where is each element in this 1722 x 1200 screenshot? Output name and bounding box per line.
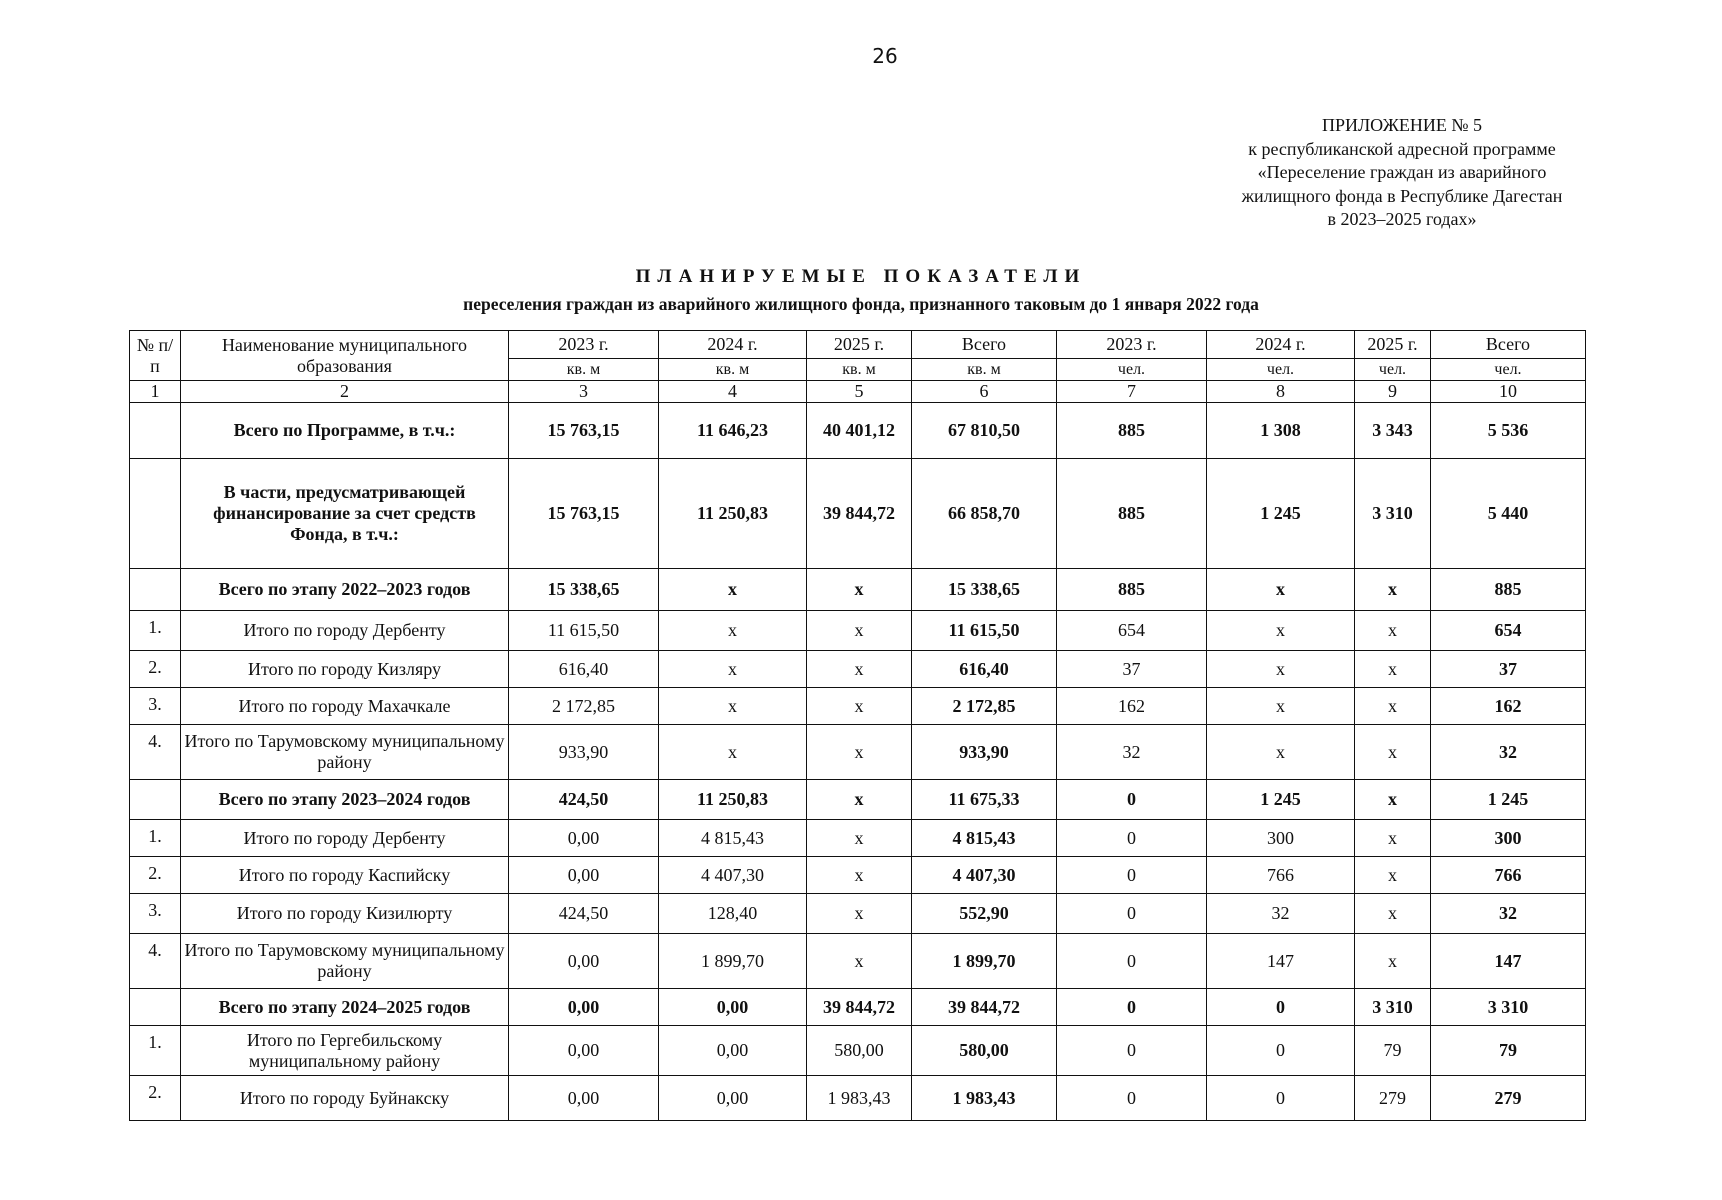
value-cell: 0,00 (509, 820, 659, 857)
header-year: Всего (912, 331, 1057, 359)
column-number: 10 (1431, 381, 1586, 403)
municipality-name: Итого по городу Буйнакску (181, 1076, 509, 1121)
table-row (130, 1026, 1586, 1076)
value-cell: 885 (1057, 569, 1207, 611)
value-cell: 11 646,23 (659, 403, 807, 459)
municipality-name: Итого по городу Махачкале (181, 688, 509, 725)
column-number: 2 (181, 381, 509, 403)
value-cell: 654 (1431, 611, 1586, 651)
header-year: 2023 г. (509, 331, 659, 359)
municipality-name: Всего по этапу 2023–2024 годов (181, 780, 509, 820)
value-cell: 11 615,50 (509, 611, 659, 651)
header-year: 2025 г. (807, 331, 912, 359)
value-cell: 885 (1431, 569, 1586, 611)
table-row (130, 989, 1586, 1026)
row-number: 2. (130, 651, 181, 688)
table-row (130, 934, 1586, 989)
municipality-name: Всего по этапу 2022–2023 годов (181, 569, 509, 611)
appendix-line: жилищного фонда в Республике Дагестан (1241, 185, 1563, 206)
value-cell: x (1207, 569, 1355, 611)
value-cell: 11 615,50 (912, 611, 1057, 651)
value-cell: x (1355, 725, 1431, 780)
header-unit: чел. (1057, 359, 1207, 381)
table-row (130, 569, 1586, 611)
row-number: 2. (130, 857, 181, 894)
value-cell: 3 310 (1355, 459, 1431, 569)
value-cell: 2 172,85 (912, 688, 1057, 725)
header-unit: кв. м (807, 359, 912, 381)
header-num: № п/п (130, 331, 181, 381)
value-cell: x (1355, 688, 1431, 725)
row-number: 1. (130, 820, 181, 857)
value-cell: x (1355, 569, 1431, 611)
table-row (130, 857, 1586, 894)
value-cell: x (1207, 651, 1355, 688)
value-cell: 4 815,43 (659, 820, 807, 857)
value-cell: 279 (1431, 1076, 1586, 1121)
value-cell: 580,00 (912, 1026, 1057, 1076)
value-cell: 11 675,33 (912, 780, 1057, 820)
document-subtitle: переселения граждан из аварийного жилищного фонда, признанного таковым до 1 января 2022 года (463, 294, 1259, 314)
value-cell: 0 (1057, 1026, 1207, 1076)
value-cell: x (1355, 651, 1431, 688)
header-unit: чел. (1355, 359, 1431, 381)
header-row-column-numbers (130, 381, 1586, 403)
value-cell: 5 440 (1431, 459, 1586, 569)
value-cell: 1 308 (1207, 403, 1355, 459)
value-cell: x (807, 780, 912, 820)
value-cell: 885 (1057, 403, 1207, 459)
table-row (130, 688, 1586, 725)
value-cell: 424,50 (509, 780, 659, 820)
row-number (130, 403, 181, 459)
value-cell: 0,00 (509, 1076, 659, 1121)
value-cell: 0 (1207, 989, 1355, 1026)
row-number (130, 989, 181, 1026)
value-cell: 0 (1207, 1026, 1355, 1076)
appendix-line: ПРИЛОЖЕНИЕ № 5 (1321, 115, 1483, 135)
value-cell: x (1355, 820, 1431, 857)
value-cell: x (659, 569, 807, 611)
value-cell: 0 (1057, 857, 1207, 894)
value-cell: 766 (1207, 857, 1355, 894)
value-cell: 5 536 (1431, 403, 1586, 459)
value-cell: x (659, 611, 807, 651)
value-cell: 32 (1431, 894, 1586, 934)
value-cell: 79 (1431, 1026, 1586, 1076)
value-cell: 654 (1057, 611, 1207, 651)
value-cell: 0 (1057, 989, 1207, 1026)
row-number: 4. (130, 934, 181, 989)
header-row-years (130, 331, 1586, 359)
row-number: 2. (130, 1076, 181, 1121)
header-name: Наименование муниципального образования (181, 331, 509, 381)
value-cell: x (807, 820, 912, 857)
value-cell: 39 844,72 (807, 459, 912, 569)
value-cell: 1 899,70 (659, 934, 807, 989)
municipality-name: Итого по городу Дербенту (181, 611, 509, 651)
column-number: 3 (509, 381, 659, 403)
header-unit: кв. м (659, 359, 807, 381)
municipality-name: Итого по городу Дербенту (181, 820, 509, 857)
value-cell: 15 763,15 (509, 459, 659, 569)
column-number: 4 (659, 381, 807, 403)
value-cell: 0 (1057, 894, 1207, 934)
table-row (130, 651, 1586, 688)
row-number (130, 569, 181, 611)
value-cell: x (807, 857, 912, 894)
value-cell: 4 407,30 (659, 857, 807, 894)
value-cell: 0,00 (659, 1026, 807, 1076)
value-cell: 40 401,12 (807, 403, 912, 459)
table-row (130, 894, 1586, 934)
value-cell: x (659, 725, 807, 780)
value-cell: x (807, 611, 912, 651)
value-cell: 1 245 (1207, 780, 1355, 820)
municipality-name: Итого по городу Кизилюрту (181, 894, 509, 934)
value-cell: 0 (1057, 934, 1207, 989)
value-cell: x (807, 688, 912, 725)
row-number: 3. (130, 894, 181, 934)
value-cell: 4 815,43 (912, 820, 1057, 857)
value-cell: 32 (1431, 725, 1586, 780)
column-number: 8 (1207, 381, 1355, 403)
appendix-block (1212, 114, 1592, 232)
appendix-line: к республиканской адресной программе (1248, 138, 1556, 159)
value-cell: 147 (1207, 934, 1355, 989)
value-cell: 67 810,50 (912, 403, 1057, 459)
column-number: 7 (1057, 381, 1207, 403)
table-row (130, 725, 1586, 780)
table-row (130, 403, 1586, 459)
value-cell: 0,00 (509, 989, 659, 1026)
value-cell: 3 310 (1431, 989, 1586, 1026)
value-cell: 1 245 (1431, 780, 1586, 820)
column-number: 5 (807, 381, 912, 403)
value-cell: 616,40 (509, 651, 659, 688)
column-number: 9 (1355, 381, 1431, 403)
value-cell: 3 343 (1355, 403, 1431, 459)
value-cell: 1 245 (1207, 459, 1355, 569)
header-unit: кв. м (509, 359, 659, 381)
value-cell: 32 (1057, 725, 1207, 780)
header-year: 2023 г. (1057, 331, 1207, 359)
row-number (130, 459, 181, 569)
appendix-line: «Переселение граждан из аварийного (1257, 162, 1547, 182)
header-year: 2025 г. (1355, 331, 1431, 359)
value-cell: 39 844,72 (807, 989, 912, 1026)
value-cell: 0,00 (509, 1026, 659, 1076)
value-cell: x (659, 651, 807, 688)
value-cell: 0 (1057, 1076, 1207, 1121)
municipality-name: Всего по Программе, в т.ч.: (181, 403, 509, 459)
value-cell: 616,40 (912, 651, 1057, 688)
value-cell: 2 172,85 (509, 688, 659, 725)
value-cell: 32 (1207, 894, 1355, 934)
header-unit: чел. (1431, 359, 1586, 381)
value-cell: 0 (1207, 1076, 1355, 1121)
value-cell: 580,00 (807, 1026, 912, 1076)
value-cell: x (1355, 611, 1431, 651)
value-cell: x (807, 894, 912, 934)
header-year: 2024 г. (659, 331, 807, 359)
appendix-line: в 2023–2025 годах» (1327, 209, 1477, 229)
value-cell: 147 (1431, 934, 1586, 989)
value-cell: x (807, 651, 912, 688)
municipality-name: Итого по городу Кизляру (181, 651, 509, 688)
municipality-name: В части, предусматривающей финансирование за счет средств Фонда, в т.ч.: (181, 459, 509, 569)
column-number: 1 (130, 381, 181, 403)
value-cell: x (1355, 894, 1431, 934)
value-cell: 552,90 (912, 894, 1057, 934)
table-row (130, 611, 1586, 651)
value-cell: 933,90 (509, 725, 659, 780)
page-number: 26 (872, 44, 898, 68)
value-cell: 11 250,83 (659, 780, 807, 820)
value-cell: 1 983,43 (912, 1076, 1057, 1121)
value-cell: 162 (1431, 688, 1586, 725)
value-cell: 0,00 (509, 934, 659, 989)
value-cell: 766 (1431, 857, 1586, 894)
value-cell: 300 (1431, 820, 1586, 857)
table-row (130, 820, 1586, 857)
value-cell: x (807, 569, 912, 611)
value-cell: 1 983,43 (807, 1076, 912, 1121)
municipality-name: Итого по Гергебильскому муниципальному району (181, 1026, 509, 1076)
table-row (130, 1076, 1586, 1121)
value-cell: 37 (1431, 651, 1586, 688)
row-number: 1. (130, 1026, 181, 1076)
value-cell: 424,50 (509, 894, 659, 934)
value-cell: x (1207, 688, 1355, 725)
value-cell: 15 338,65 (912, 569, 1057, 611)
value-cell: 0,00 (659, 1076, 807, 1121)
row-number: 3. (130, 688, 181, 725)
value-cell: x (659, 688, 807, 725)
header-unit: кв. м (912, 359, 1057, 381)
value-cell: 37 (1057, 651, 1207, 688)
value-cell: 279 (1355, 1076, 1431, 1121)
value-cell: x (807, 934, 912, 989)
value-cell: 4 407,30 (912, 857, 1057, 894)
value-cell: 128,40 (659, 894, 807, 934)
value-cell: 15 338,65 (509, 569, 659, 611)
value-cell: 1 899,70 (912, 934, 1057, 989)
value-cell: 79 (1355, 1026, 1431, 1076)
value-cell: x (1355, 857, 1431, 894)
table-row (130, 780, 1586, 820)
value-cell: 300 (1207, 820, 1355, 857)
value-cell: x (1207, 611, 1355, 651)
row-number (130, 780, 181, 820)
value-cell: 3 310 (1355, 989, 1431, 1026)
value-cell: 39 844,72 (912, 989, 1057, 1026)
value-cell: 885 (1057, 459, 1207, 569)
header-year: 2024 г. (1207, 331, 1355, 359)
municipality-name: Всего по этапу 2024–2025 годов (181, 989, 509, 1026)
value-cell: 933,90 (912, 725, 1057, 780)
value-cell: 66 858,70 (912, 459, 1057, 569)
value-cell: x (807, 725, 912, 780)
row-number: 1. (130, 611, 181, 651)
header-unit: чел. (1207, 359, 1355, 381)
value-cell: 0,00 (509, 857, 659, 894)
value-cell: 0 (1057, 820, 1207, 857)
municipality-name: Итого по Тарумовскому муниципальному району (181, 934, 509, 989)
value-cell: 162 (1057, 688, 1207, 725)
value-cell: x (1355, 780, 1431, 820)
municipality-name: Итого по городу Каспийску (181, 857, 509, 894)
row-number: 4. (130, 725, 181, 780)
value-cell: 0 (1057, 780, 1207, 820)
value-cell: 15 763,15 (509, 403, 659, 459)
document-title: ПЛАНИРУЕМЫЕ ПОКАЗАТЕЛИ (635, 266, 1087, 287)
indicators-table (129, 330, 1586, 1121)
value-cell: x (1207, 725, 1355, 780)
column-number: 6 (912, 381, 1057, 403)
municipality-name: Итого по Тарумовскому муниципальному району (181, 725, 509, 780)
value-cell: 0,00 (659, 989, 807, 1026)
table-row (130, 459, 1586, 569)
value-cell: x (1355, 934, 1431, 989)
value-cell: 11 250,83 (659, 459, 807, 569)
header-year: Всего (1431, 331, 1586, 359)
